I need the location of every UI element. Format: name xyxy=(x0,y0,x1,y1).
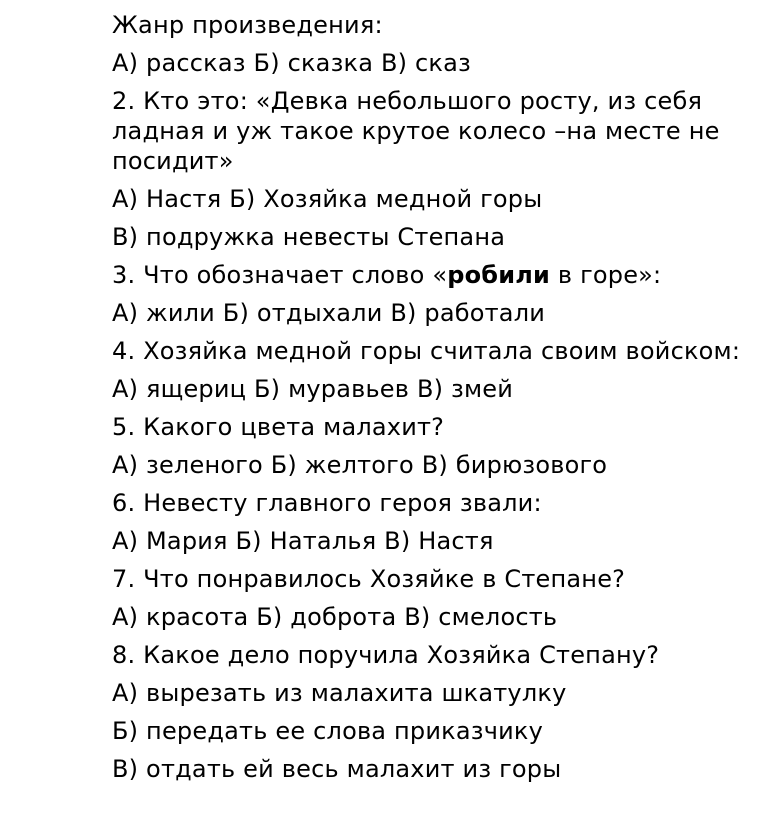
question-3-bold-word: робили xyxy=(447,261,551,289)
quiz-document xyxy=(112,10,752,784)
question-4: 4. Хозяйка медной горы считала своим войском: xyxy=(112,337,741,365)
question-3-prefix: 3. Что обозначает слово « xyxy=(112,261,448,289)
question-7-answers: А) красота Б) доброта В) смелость xyxy=(112,603,558,631)
question-7: 7. Что понравилось Хозяйке в Степане? xyxy=(112,565,626,593)
question-3-answers: А) жили Б) отдыхали В) работали xyxy=(112,299,546,327)
genre-question: Жанр произведения: xyxy=(112,11,383,39)
question-5-answers: А) зеленого Б) желтого В) бирюзового xyxy=(112,451,608,479)
question-3-suffix: в горе»: xyxy=(550,261,662,289)
question-2: 2. Кто это: «Девка небольшого росту, из себя ладная и уж такое крутое колесо –на месте не посидит» xyxy=(112,87,720,175)
question-6: 6. Невесту главного героя звали: xyxy=(112,489,542,517)
question-8-answer-b: Б) передать ее слова приказчику xyxy=(112,717,543,745)
question-5: 5. Какого цвета малахит? xyxy=(112,413,445,441)
question-8: 8. Какое дело поручила Хозяйка Степану? xyxy=(112,641,660,669)
question-6-answers: А) Мария Б) Наталья В) Настя xyxy=(112,527,494,555)
question-2-answers-ab: А) Настя Б) Хозяйка медной горы xyxy=(112,185,543,213)
question-4-answers: А) ящериц Б) муравьев В) змей xyxy=(112,375,514,403)
question-8-answer-a: А) вырезать из малахита шкатулку xyxy=(112,679,567,707)
question-8-answer-v: В) отдать ей весь малахит из горы xyxy=(112,755,562,783)
question-2-answer-v: В) подружка невесты Степана xyxy=(112,223,506,251)
genre-answers: А) рассказ Б) сказка В) сказ xyxy=(112,49,472,77)
question-3 xyxy=(112,260,752,290)
